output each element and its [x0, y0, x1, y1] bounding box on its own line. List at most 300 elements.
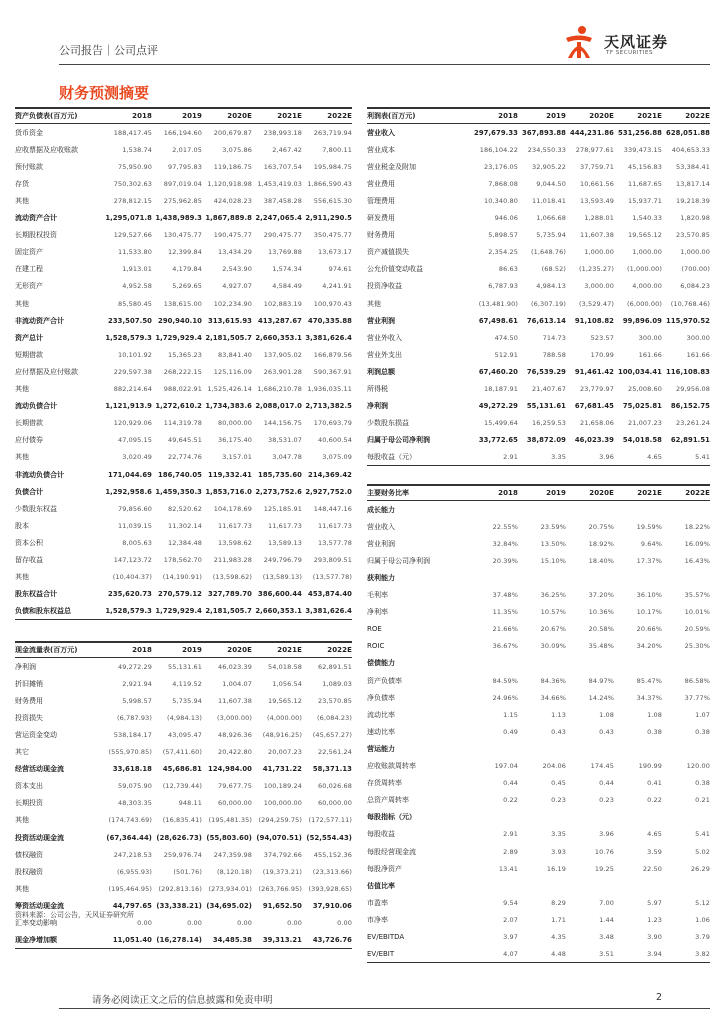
cell-value: 84.59%	[492, 676, 518, 685]
row-label: 营业税金及附加	[367, 162, 416, 171]
cell-value: 3.93	[551, 847, 566, 856]
cell-value: 37.20%	[588, 591, 614, 600]
cell-value: 33,618.18	[112, 765, 152, 774]
table-row	[15, 586, 352, 603]
cell-value: (13,481.90)	[478, 299, 518, 308]
cell-value: 1,734,383.6	[205, 402, 252, 411]
cell-value: 1,867,889.8	[205, 214, 252, 223]
row-label: 负债合计	[15, 487, 43, 496]
section-row	[367, 655, 710, 672]
row-label: 留存收益	[15, 555, 43, 564]
cell-value: 538,184.17	[113, 731, 152, 740]
table-row	[367, 792, 710, 809]
cell-value: 2,927,752.0	[305, 487, 352, 496]
cell-value: 339,473.15	[623, 145, 662, 154]
cell-value: 85.47%	[636, 676, 662, 685]
cell-value: 26.29	[690, 864, 710, 873]
cell-value: 278,977.61	[575, 145, 614, 154]
table-row	[367, 672, 710, 689]
cell-value: 11,617.73	[218, 521, 252, 530]
row-label: 营业外收入	[367, 333, 402, 342]
cell-value: 1,066.68	[536, 214, 566, 223]
cell-value: 84.36%	[540, 676, 566, 685]
cell-value: 1.44	[599, 915, 614, 924]
table-row	[367, 826, 710, 843]
cell-value: 4.65	[647, 830, 662, 839]
cell-value: 4,179.84	[172, 265, 202, 274]
cell-value: 37,759.71	[580, 162, 614, 171]
row-label: 其他	[367, 299, 381, 308]
table-row	[367, 449, 710, 466]
table-row	[367, 518, 710, 535]
cell-value: 3.90	[647, 932, 662, 941]
page-number: 2	[656, 992, 663, 1003]
row-label: 非流动资产合计	[15, 316, 64, 325]
cell-value: 0.49	[503, 727, 518, 736]
cell-value: 20.66%	[636, 625, 662, 634]
cell-value: 10.01%	[684, 608, 710, 617]
cell-value: 115,970.52	[666, 316, 710, 325]
cell-value: 350,475.77	[313, 231, 352, 240]
cell-value: 19,565.12	[628, 231, 662, 240]
cell-value: 20.75%	[588, 522, 614, 531]
cell-value: 21,658.06	[580, 419, 614, 428]
row-label: 公允价值变动收益	[367, 265, 423, 274]
cell-value: 2,354.25	[488, 248, 518, 257]
cell-value: 988,022.91	[163, 385, 202, 394]
cell-value: 270,579.12	[158, 590, 202, 599]
cell-value: 0.23	[599, 796, 614, 805]
cell-value: 15.10%	[540, 556, 566, 565]
cell-value: 374,792.66	[263, 850, 302, 859]
cell-value: 297,679.33	[474, 128, 518, 137]
cell-value: 5.41	[695, 830, 710, 839]
row-label: 其他	[15, 299, 29, 308]
table-title: 现金流量表(百万元)	[15, 646, 78, 655]
row-label: 其他	[15, 197, 29, 206]
cell-value: 8,005.63	[122, 538, 152, 547]
table-row	[367, 535, 710, 552]
cell-value: 60,000.00	[318, 799, 352, 808]
row-label: 非流动负债合计	[15, 470, 64, 479]
row-label: 其它	[15, 748, 29, 757]
cell-value: 22,561.24	[318, 748, 352, 757]
table-title: 资产负债表(百万元)	[15, 112, 78, 121]
row-label: 营业收入	[367, 522, 395, 531]
cell-value: (4,984.13)	[166, 713, 202, 722]
cell-value: 1.23	[647, 915, 662, 924]
cell-value: 1,574.34	[272, 265, 302, 274]
cell-value: 259,976.74	[163, 850, 202, 859]
cell-value: 11,687.65	[628, 179, 662, 188]
cell-value: 2.91	[503, 830, 518, 839]
row-label: 净利润	[367, 402, 388, 411]
cell-value: 10.17%	[636, 608, 662, 617]
cell-value: 120,929.06	[113, 419, 152, 428]
cell-value: 263,901.28	[263, 367, 302, 376]
table-row	[15, 932, 352, 949]
cell-value: (174,743.69)	[108, 816, 152, 825]
row-label: 流动比率	[367, 710, 395, 719]
cell-value: 0.00	[137, 919, 152, 928]
table-row	[367, 244, 710, 261]
cell-value: 1,729,929.4	[155, 606, 202, 615]
cell-value: 404,653.33	[671, 145, 710, 154]
table-row	[367, 723, 710, 740]
row-label: 现金净增加额	[15, 935, 57, 944]
cell-value: 1,288.01	[584, 214, 614, 223]
table-row	[15, 744, 352, 761]
cell-value: 1.13	[551, 710, 566, 719]
table-header-row	[367, 107, 710, 124]
table-row	[15, 329, 352, 346]
cell-value: 1,528,579.3	[105, 606, 152, 615]
cell-value: (68.52)	[541, 265, 566, 274]
row-label: 每股收益	[367, 830, 395, 839]
cell-value: 897,019.04	[163, 179, 202, 188]
cell-value: 4,241.91	[322, 282, 352, 291]
cell-value: 4,119.52	[172, 679, 202, 688]
cell-value: 235,620.73	[108, 590, 152, 599]
cell-value: 171,044.69	[108, 470, 152, 479]
cell-value: 1.15	[503, 710, 518, 719]
cell-value: 2.89	[503, 847, 518, 856]
table-row	[15, 863, 352, 880]
table-row	[367, 227, 710, 244]
cell-value: 386,600.44	[258, 590, 302, 599]
cell-value: 75,950.90	[118, 162, 152, 171]
cell-value: 0.45	[551, 779, 566, 788]
cell-value: 36.25%	[540, 591, 566, 600]
cell-value: 3.51	[599, 949, 614, 958]
cell-value: (1,000.00)	[626, 265, 662, 274]
row-label: 净利润	[15, 662, 36, 671]
cell-value: 13.41	[498, 864, 518, 873]
table-row	[15, 449, 352, 466]
cell-value: 3.82	[695, 949, 710, 958]
cell-value: (16,278.14)	[156, 935, 202, 944]
table-row	[15, 483, 352, 500]
row-label: 其他	[15, 816, 29, 825]
cell-value: 0.38	[695, 727, 710, 736]
cell-value: 188,417.45	[113, 128, 152, 137]
cell-value: 91,652.50	[262, 901, 302, 910]
row-label: 其他	[15, 884, 29, 893]
row-label: 债权融资	[15, 850, 43, 859]
report-type-label: 公司报告｜公司点评	[59, 44, 158, 57]
cell-value: 16.43%	[684, 556, 710, 565]
cell-value: 2,247,065.4	[255, 214, 302, 223]
cell-value: 1,820.98	[680, 214, 710, 223]
cell-value: 263,719.94	[313, 128, 352, 137]
row-label: 营运能力	[367, 744, 395, 753]
table-row	[367, 192, 710, 209]
table-row	[367, 860, 710, 877]
cell-value: 138,615.00	[163, 299, 202, 308]
cell-value: 16.09%	[684, 539, 710, 548]
table-row	[367, 141, 710, 158]
table-row	[367, 175, 710, 192]
column-header: 2022E	[685, 112, 710, 121]
cell-value: 974.61	[328, 265, 352, 274]
table-row	[15, 398, 352, 415]
cell-value: 174.45	[590, 762, 614, 771]
table-row	[367, 638, 710, 655]
table-row	[15, 278, 352, 295]
cell-value: 48,303.35	[118, 799, 152, 808]
row-label: 长期借款	[15, 419, 43, 428]
cell-value: 5.41	[695, 452, 710, 461]
table-row	[367, 329, 710, 346]
cell-value: 10.57%	[540, 608, 566, 617]
cell-value: 1,540.33	[632, 214, 662, 223]
table-row	[15, 534, 352, 551]
cell-value: 9.64%	[640, 539, 662, 548]
cell-value: 1.07	[695, 710, 710, 719]
cell-value: (55,803.60)	[206, 833, 252, 842]
cell-value: (8,120.18)	[216, 867, 252, 876]
row-label: 其他	[15, 385, 29, 394]
column-header: 2021E	[277, 112, 302, 121]
cell-value: 1.06	[695, 915, 710, 924]
cell-value: (195,481.35)	[208, 816, 252, 825]
row-label: 估值比率	[367, 881, 395, 890]
cell-value: 10.76	[594, 847, 614, 856]
cell-value: (6,000.00)	[626, 299, 662, 308]
cell-value: 20,007.23	[268, 748, 302, 757]
cell-value: 1.08	[599, 710, 614, 719]
cell-value: 6,787.93	[488, 282, 518, 291]
row-label: 存货	[15, 179, 29, 188]
cell-value: 11,051.40	[112, 935, 152, 944]
row-label: 预付账款	[15, 162, 43, 171]
cell-value: 3,020.49	[122, 453, 152, 462]
row-label: 净利率	[367, 608, 388, 617]
cell-value: 4.07	[503, 949, 518, 958]
column-header: 2021E	[637, 489, 662, 498]
table-row	[15, 569, 352, 586]
row-label: 管理费用	[367, 197, 395, 206]
cell-value: 166,879.56	[313, 350, 352, 359]
cell-value: 19.25	[594, 864, 614, 873]
cell-value: 247,359.98	[213, 850, 252, 859]
income-statement-table	[367, 107, 710, 466]
column-header: 2018	[498, 112, 518, 121]
table-row	[367, 911, 710, 928]
table-header-row	[15, 641, 352, 658]
cell-value: 1,000.00	[632, 248, 662, 257]
cell-value: (16,835.41)	[162, 816, 202, 825]
cell-value: 9.54	[503, 898, 518, 907]
cell-value: 20,422.80	[218, 748, 252, 757]
row-label: 成长能力	[367, 505, 395, 514]
cell-value: (48,916.25)	[262, 731, 302, 740]
cell-value: 3,075.09	[322, 453, 352, 462]
cell-value: 170.99	[590, 350, 614, 359]
cell-value: 14.24%	[588, 693, 614, 702]
cell-value: 25,008.60	[628, 385, 662, 394]
cell-value: 23,261.24	[676, 419, 710, 428]
cell-value: 9,044.50	[536, 179, 566, 188]
cell-value: 1.08	[647, 710, 662, 719]
table-row	[15, 880, 352, 897]
table-row	[15, 795, 352, 812]
cell-value: 35.57%	[684, 591, 710, 600]
cell-value: (6,787.93)	[116, 713, 152, 722]
cell-value: 300.00	[686, 333, 710, 342]
cell-value: 3.59	[647, 847, 662, 856]
cell-value: 79,677.75	[218, 782, 252, 791]
table-row	[15, 812, 352, 829]
cell-value: 10,340.80	[484, 197, 518, 206]
cell-value: 1,272,610.2	[155, 402, 202, 411]
row-label: 投资活动现金流	[15, 833, 64, 842]
row-label: 流动负债合计	[15, 402, 57, 411]
cell-value: 3.96	[599, 452, 614, 461]
cell-value: 19,218.39	[676, 197, 710, 206]
cell-value: 13,589.13	[268, 538, 302, 547]
cell-value: 148,447.16	[313, 504, 352, 513]
row-label: 少数股东损益	[367, 419, 409, 428]
cell-value: 0.43	[599, 727, 614, 736]
cell-value: (45,657.27)	[312, 731, 352, 740]
table-row	[15, 466, 352, 483]
cell-value: 58,371.13	[312, 765, 352, 774]
cell-value: 11,617.73	[318, 521, 352, 530]
row-label: 资产减值损失	[367, 248, 409, 257]
cell-value: 18,187.91	[484, 385, 518, 394]
cell-value: 229,597.38	[113, 367, 152, 376]
table-row	[367, 689, 710, 706]
cell-value: 2,181,505.7	[205, 333, 252, 342]
table-row	[15, 658, 352, 675]
cell-value: 3,047.78	[272, 453, 302, 462]
cell-value: 1,459,350.3	[155, 487, 202, 496]
row-label: 固定资产	[15, 248, 43, 257]
cell-value: 18.40%	[588, 556, 614, 565]
cell-value: 1,453,419.03	[257, 179, 302, 188]
cell-value: 62,891.51	[670, 436, 710, 445]
cell-value: 37,910.06	[312, 901, 352, 910]
cell-value: 233,507.50	[108, 316, 152, 325]
cell-value: 4,000.00	[632, 282, 662, 291]
row-label: EV/EBIT	[367, 949, 395, 958]
cell-value: 10.36%	[588, 608, 614, 617]
table-row	[15, 517, 352, 534]
table-row	[367, 398, 710, 415]
cell-value: 1,853,716.0	[205, 487, 252, 496]
cell-value: 67,681.45	[574, 402, 614, 411]
table-row	[15, 551, 352, 568]
cell-value: 590,367.91	[313, 367, 352, 376]
row-label: 归属于母公司净利润	[367, 556, 430, 565]
cell-value: 53,384.41	[676, 162, 710, 171]
cell-value: 33,772.65	[478, 436, 518, 445]
cell-value: 11,039.15	[118, 521, 152, 530]
row-label: 每股净资产	[367, 864, 402, 873]
table-row	[367, 363, 710, 380]
cell-value: 5,735.94	[172, 696, 202, 705]
row-label: 少数股东权益	[15, 504, 57, 513]
table-title: 利润表(百万元)	[367, 112, 416, 121]
cell-value: 186,104.22	[479, 145, 518, 154]
cell-value: 45,686.81	[162, 765, 202, 774]
row-label: 筹资活动现金流	[15, 901, 64, 910]
cell-value: 278,812.15	[113, 197, 152, 206]
table-row	[15, 726, 352, 743]
row-label: 财务费用	[15, 696, 43, 705]
cell-value: 79,856.60	[118, 504, 152, 513]
cell-value: (67,364.44)	[106, 833, 152, 842]
table-row	[15, 363, 352, 380]
cell-value: (1,648.76)	[530, 248, 566, 257]
section-row	[367, 877, 710, 894]
cell-value: (57,411.60)	[162, 748, 202, 757]
cell-value: 424,028.23	[213, 197, 252, 206]
cell-value: 531,256.88	[618, 128, 662, 137]
cell-value: 45,156.83	[628, 162, 662, 171]
cell-value: (10,404.37)	[112, 573, 152, 582]
cell-value: 5.97	[647, 898, 662, 907]
cell-value: 387,458.28	[263, 197, 302, 206]
cell-value: 249,796.79	[263, 555, 302, 564]
cell-value: 13,673.17	[318, 248, 352, 257]
cell-value: 5,898.57	[488, 231, 518, 240]
cell-value: 18.92%	[588, 539, 614, 548]
cell-value: 0.23	[551, 796, 566, 805]
table-row	[367, 552, 710, 569]
cell-value: (3,529.47)	[578, 299, 614, 308]
cell-value: 60,026.68	[318, 782, 352, 791]
logo-text-cn: 天风证券	[604, 33, 669, 51]
row-label: 归属于母公司净利润	[367, 436, 430, 445]
cell-value: 238,993.18	[263, 128, 302, 137]
cell-value: (12,739.44)	[162, 782, 202, 791]
cell-value: 1,295,071.8	[105, 214, 152, 223]
cell-value: 1,936,035.11	[307, 385, 352, 394]
cell-value: (555,970.85)	[108, 748, 152, 757]
cell-value: 84.97%	[588, 676, 614, 685]
row-label: 营业费用	[367, 179, 395, 188]
cell-value: 91,461.42	[574, 367, 614, 376]
cell-value: 144,156.75	[263, 419, 302, 428]
table-row	[15, 692, 352, 709]
cell-value: 83,841.40	[218, 350, 252, 359]
cell-value: 948.11	[178, 799, 202, 808]
column-header: 2019	[546, 112, 566, 121]
table-row	[367, 706, 710, 723]
cell-value: 474.50	[494, 333, 518, 342]
row-label: ROE	[367, 625, 382, 634]
cell-value: (292,813.16)	[158, 884, 202, 893]
row-label: 在建工程	[15, 265, 43, 274]
cell-value: 946.06	[494, 214, 518, 223]
row-label: 应收票据及应收账款	[15, 145, 78, 154]
cell-value: 1,438,989.3	[155, 214, 202, 223]
cell-value: 67,460.20	[478, 367, 518, 376]
cell-value: 37.48%	[492, 591, 518, 600]
cell-value: 170,693.79	[313, 419, 352, 428]
section-title: 财务预测摘要	[59, 84, 150, 102]
table-row	[15, 500, 352, 517]
cell-value: 413,287.67	[258, 316, 302, 325]
cell-value: 3,157.01	[222, 453, 252, 462]
cell-value: 34.20%	[636, 642, 662, 651]
row-label: 速动比率	[367, 727, 395, 736]
cell-value: 116,108.83	[666, 367, 710, 376]
row-label: 无形资产	[15, 282, 43, 291]
cell-value: 882,214.64	[113, 385, 152, 394]
